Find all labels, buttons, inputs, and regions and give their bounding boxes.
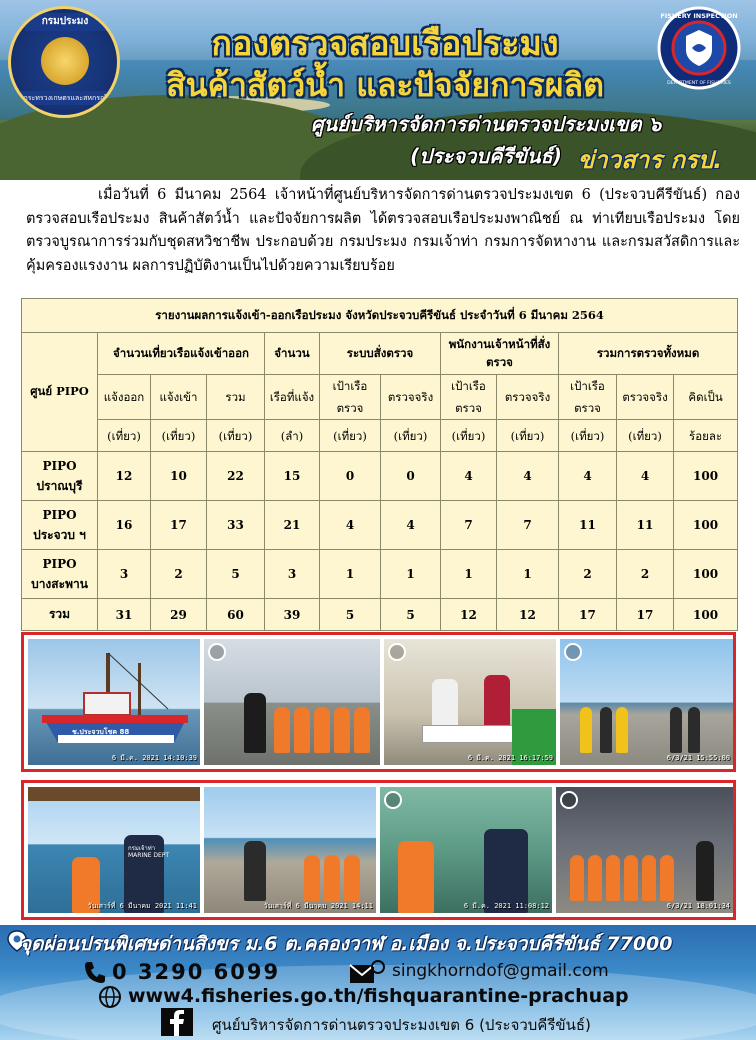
logo-top-text: กรมประมง	[25, 13, 105, 31]
unit-trip: (เที่ยว)	[320, 420, 381, 452]
marine-officer-photo	[28, 787, 200, 913]
facebook-page[interactable]: ศูนย์บริหารจัดการด่านตรวจประมงเขต 6 (ประจวบคีรีขันธ์)	[212, 1016, 591, 1034]
unit-trip: (เที่ยว)	[441, 420, 497, 452]
sub-staff-target: เป้าเรือตรวจ	[441, 375, 497, 420]
center-name-line: บางสะพาน	[31, 577, 88, 591]
header-boats: จำนวน	[265, 333, 320, 375]
sub-total-target: เป้าเรือตรวจ	[559, 375, 617, 420]
officer-figure	[696, 841, 714, 901]
header-banner	[0, 0, 756, 180]
sub-staff-actual: ตรวจจริง	[497, 375, 559, 420]
photo-timestamp: วันเสาร์ที่ 6 มีนาคม 2021 14:11	[263, 902, 373, 910]
website-link[interactable]: www4.fisheries.go.th/fishquarantine-prachuap	[128, 985, 629, 1007]
badge-top-text: FISHERY INSPECTION	[660, 12, 738, 20]
compass-icon	[388, 643, 406, 661]
shield-icon	[648, 4, 750, 92]
table-cell: 7	[497, 501, 559, 550]
crew-figure	[484, 675, 510, 729]
table-cell: 21	[265, 501, 320, 550]
total-cell: 12	[441, 599, 497, 631]
header-notify-trips: จำนวนเที่ยวเรือแจ้งเข้าออก	[98, 333, 265, 375]
total-cell: 5	[381, 599, 441, 631]
boat-illustration	[28, 639, 200, 765]
unit-trip: (เที่ยว)	[559, 420, 617, 452]
photo-timestamp: 6/3/21 15:55:00	[666, 754, 730, 762]
document-review-photo	[380, 787, 552, 913]
facebook-icon	[160, 1007, 194, 1037]
table-cell: 1	[441, 550, 497, 599]
photo-strip-1	[21, 632, 736, 772]
total-cell: 17	[617, 599, 674, 631]
title-line-1: กองตรวจสอบเรือประมง	[211, 24, 559, 64]
badge-bottom-text: DEPARTMENT OF FISHERIES	[667, 81, 731, 86]
header-total-inspection: รวมการตรวจทั้งหมด	[559, 333, 738, 375]
table-cell: 4	[617, 452, 674, 501]
crew-figure	[398, 841, 434, 913]
total-cell: 29	[151, 599, 207, 631]
table-cell: 7	[441, 501, 497, 550]
table-cell: 1	[320, 550, 381, 599]
crew-figure	[354, 707, 370, 753]
table-cell: 4	[497, 452, 559, 501]
phone-icon	[82, 959, 108, 985]
compass-icon	[560, 791, 578, 809]
footer-contact	[0, 925, 756, 1040]
crew-figure	[274, 707, 290, 753]
table-row	[22, 501, 738, 550]
table-total-row	[22, 599, 738, 631]
document-sheet	[422, 725, 522, 743]
boat-photo	[28, 639, 200, 765]
center-name-line: PIPO	[42, 459, 77, 473]
crew-figure	[642, 855, 656, 901]
crew-figure	[588, 855, 602, 901]
table-cell: 22	[207, 452, 265, 501]
unit-trip: (เที่ยว)	[381, 420, 441, 452]
vest-label	[128, 845, 169, 859]
table-cell: 4	[320, 501, 381, 550]
crew-figure	[570, 855, 584, 901]
sub-system-actual: ตรวจจริง	[381, 375, 441, 420]
table-cell: 5	[207, 550, 265, 599]
crew-figure	[606, 855, 620, 901]
inspection-crew-photo	[204, 639, 380, 765]
crew-figure	[314, 707, 330, 753]
table-cell: 4	[381, 501, 441, 550]
total-cell: 17	[559, 599, 617, 631]
logo-bottom-text: กระทรวงเกษตรและสหกรณ์	[15, 91, 115, 105]
table-cell: 100	[674, 501, 738, 550]
table-cell: 100	[674, 452, 738, 501]
total-cell: 31	[98, 599, 151, 631]
table-caption: รายงานผลการแจ้งเข้า-ออกเรือประมง จังหวัดประจวบคีรีขันธ์ ประจำวันที่ 6 มีนาคม 2564	[22, 299, 738, 333]
sub-total-actual: ตรวจจริง	[617, 375, 674, 420]
crew-figure	[660, 855, 674, 901]
news-paragraph: เมื่อวันที่ 6 มีนาคม 2564 เจ้าหน้าที่ศูนย์บริหารจัดการด่านตรวจประมงเขต 6 (ประจวบคีรีขันธ์) กองตรวจสอบเรือประมง สินค้าสัตว์น้ำ และปัจจัยการผลิต ได้ตรวจสอบเรือประมงพาณิชย์ ณ ท่าเทียบเรือประมง โดยตรวจบูรณาการร่วมกับชุดสหวิชาชีพ ประกอบด้วย กรมประมง กรมเจ้าท่า กรมการจัดหางาน และกรมสวัสดิการและคุ้มครองแรงงาน ผลการปฏิบัติงานเป็นไปด้วยความเรียบร้อย	[26, 187, 740, 274]
sub-out: แจ้งออก	[98, 375, 151, 420]
table-row	[22, 550, 738, 599]
crew-figure	[304, 855, 320, 901]
table-cell: 2	[559, 550, 617, 599]
table-cell: 33	[207, 501, 265, 550]
center-name-line: ประจวบ ฯ	[33, 528, 86, 542]
table-cell: 1	[381, 550, 441, 599]
table-cell: 17	[151, 501, 207, 550]
unit-boat: (ลำ)	[265, 420, 320, 452]
email-address[interactable]: singkhorndof@gmail.com	[392, 961, 609, 981]
photo-timestamp: 6 มี.ค. 2021 14:10:39	[111, 754, 197, 762]
unit-trip: (เที่ยว)	[207, 420, 265, 452]
table-cell: 10	[151, 452, 207, 501]
unit-trip: (เที่ยว)	[151, 420, 207, 452]
sub-percent: คิดเป็น	[674, 375, 738, 420]
total-cell: 39	[265, 599, 320, 631]
table-cell: 1	[497, 550, 559, 599]
table-cell: 15	[265, 452, 320, 501]
officer-figure	[244, 841, 266, 901]
photo-timestamp: วันเสาร์ที่ 6 มีนาคม 2021 11:41	[87, 902, 197, 910]
header-center: ศูนย์ PIPO	[22, 333, 98, 452]
email-icon	[348, 959, 386, 985]
sub-system-target: เป้าเรือตรวจ	[320, 375, 381, 420]
vest-label-thai: กรมเจ้าท่า	[128, 845, 156, 852]
crew-assembly-photo	[556, 787, 733, 913]
boat-roof	[28, 787, 200, 801]
department-of-fisheries-logo	[8, 6, 120, 118]
crew-figure	[294, 707, 310, 753]
table-cell: 0	[320, 452, 381, 501]
crew-figure	[324, 855, 340, 901]
pipo-report-table	[21, 298, 738, 631]
crew-figure	[344, 855, 360, 901]
table-cell: 3	[265, 550, 320, 599]
sub-in: แจ้งเข้า	[151, 375, 207, 420]
fishery-inspection-badge	[648, 4, 750, 92]
crew-figure	[624, 855, 638, 901]
unit-trip: (เที่ยว)	[617, 420, 674, 452]
crew-figure	[334, 707, 350, 753]
phone-number[interactable]: 0 3290 6099	[112, 960, 281, 984]
total-cell: 12	[497, 599, 559, 631]
table-cell: 2	[151, 550, 207, 599]
table-cell: 2	[617, 550, 674, 599]
unit-trip: (เที่ยว)	[98, 420, 151, 452]
header-system-order: ระบบสั่งตรวจ	[320, 333, 441, 375]
photo-timestamp: 6 มี.ค. 2021 11:08:12	[463, 902, 549, 910]
total-cell: 60	[207, 599, 265, 631]
life-vest-crew-photo	[204, 787, 376, 913]
table-row	[22, 452, 738, 501]
center-name-cell	[22, 550, 98, 599]
table-cell: 16	[98, 501, 151, 550]
unit-trip: (เที่ยว)	[497, 420, 559, 452]
officer-figure	[432, 679, 458, 729]
center-name-cell	[22, 452, 98, 501]
total-cell: 5	[320, 599, 381, 631]
total-cell: 100	[674, 599, 738, 631]
title-line-3: ศูนย์บริหารจัดการด่านตรวจประมงเขต ๖ (ประจวบคีรีขันธ์)	[310, 112, 662, 168]
table-cell: 11	[617, 501, 674, 550]
unit-percent: ร้อยละ	[674, 420, 738, 452]
table-cell: 4	[559, 452, 617, 501]
vest-label-english: MARINE DEPT	[128, 852, 170, 859]
address-text: จุดผ่อนปรนพิเศษด่านสิงขร ม.6 ต.คลองวาฬ อ.เมือง จ.ประจวบคีรีขันธ์ 77000	[20, 933, 673, 955]
table-body	[22, 452, 738, 631]
title-line-2: สินค้าสัตว์น้ำ และปัจจัยการผลิต	[166, 66, 604, 104]
compass-icon	[384, 791, 402, 809]
globe-icon	[96, 985, 124, 1009]
center-name-line: PIPO	[42, 557, 77, 571]
table-cell: 100	[674, 550, 738, 599]
compass-icon	[208, 643, 226, 661]
crew-figure	[616, 707, 628, 753]
table-cell: 3	[98, 550, 151, 599]
table-cell: 11	[559, 501, 617, 550]
photo-strip-2	[21, 780, 736, 920]
officer-figure	[244, 693, 266, 753]
document-check-photo	[384, 639, 556, 765]
header-staff-order: พนักงานเจ้าหน้าที่สั่งตรวจ	[441, 333, 559, 375]
officer-figure	[688, 707, 700, 753]
sub-boats: เรือที่แจ้ง	[265, 375, 320, 420]
table-cell: 4	[441, 452, 497, 501]
boat-name-label: ช.ประจวบโชค 88	[72, 728, 130, 736]
photo-timestamp: 6/3/21 18:01:34	[666, 902, 730, 910]
center-name-line: PIPO	[42, 508, 77, 522]
officer-figure	[484, 829, 528, 913]
crew-figure	[600, 707, 612, 753]
pier-lineup-photo	[560, 639, 733, 765]
center-name-cell	[22, 501, 98, 550]
table-cell: 0	[381, 452, 441, 501]
center-name-line: ปราณบุรี	[36, 479, 83, 493]
officer-figure	[670, 707, 682, 753]
emblem-icon	[41, 37, 89, 85]
total-label: รวม	[22, 599, 98, 631]
sub-sum: รวม	[207, 375, 265, 420]
crew-figure	[580, 707, 592, 753]
table-cell: 12	[98, 452, 151, 501]
title-line-4: ข่าวสาร กรป.	[577, 146, 723, 174]
photo-timestamp: 6 มี.ค. 2021 16:17:59	[467, 754, 553, 762]
compass-icon	[564, 643, 582, 661]
